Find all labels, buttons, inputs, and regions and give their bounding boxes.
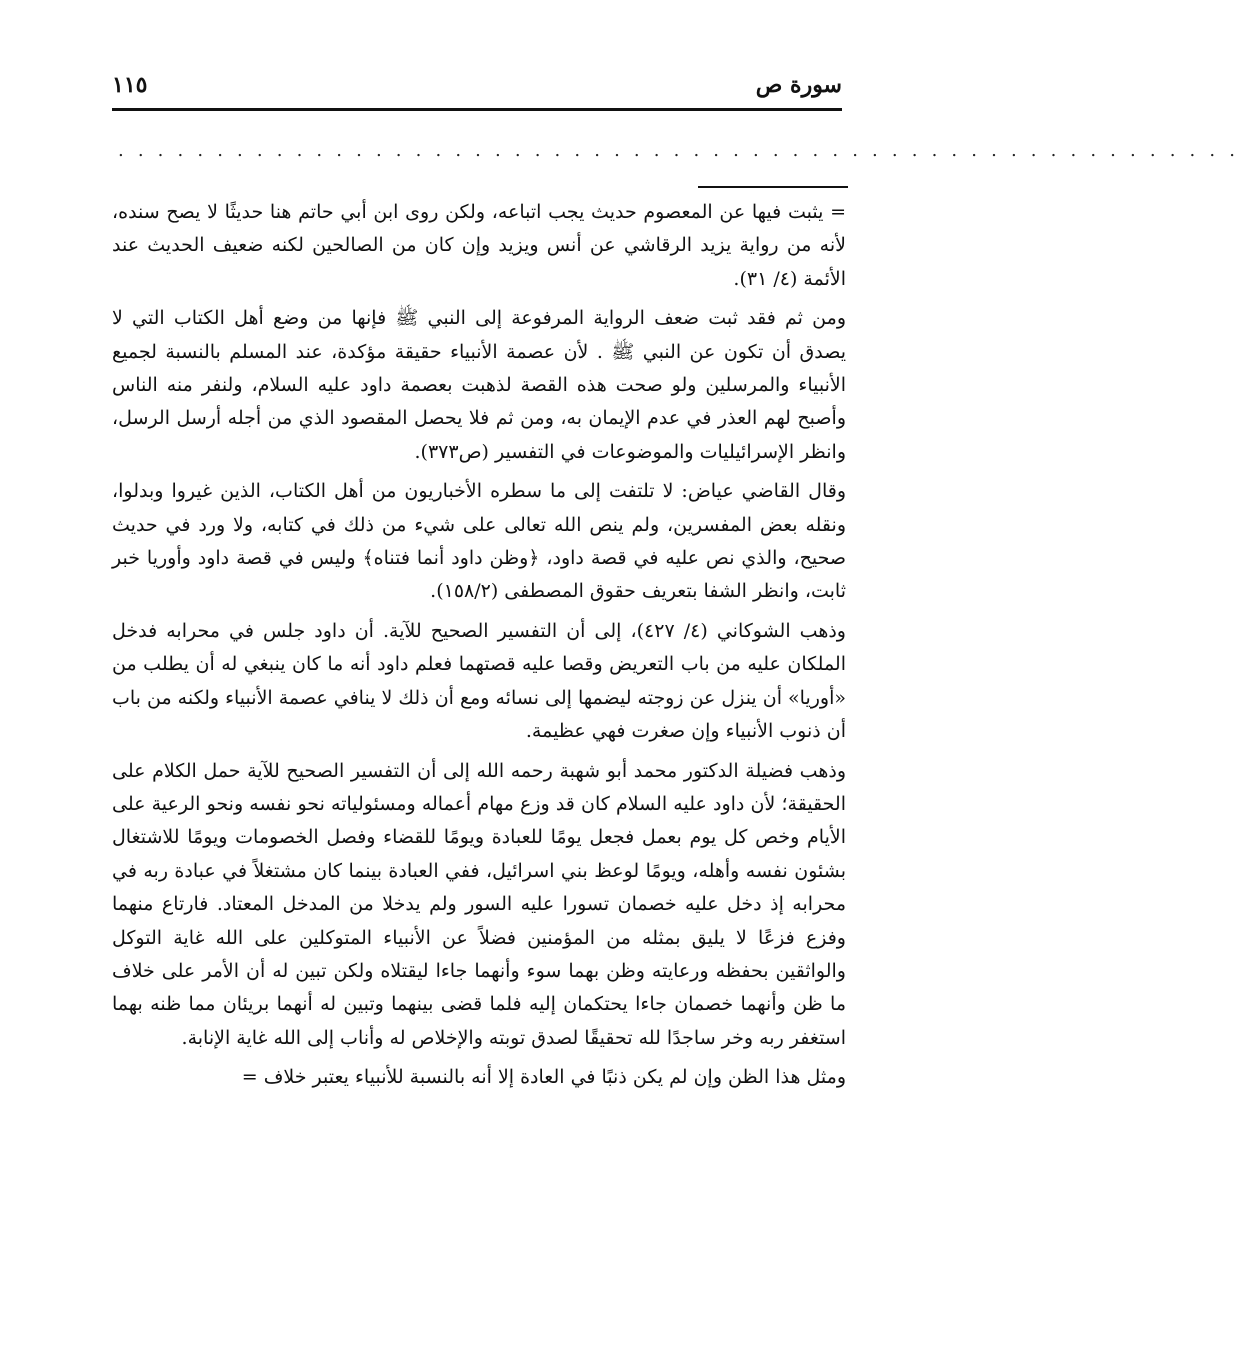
footnote-text — [112, 196, 846, 1101]
section-separator: . . . . . . . . . . . . . . . . . . . . . . . . . . . . . . . . . . . . . . . . . . . . . . . . . . . . . . . . . — [118, 140, 1239, 161]
page-number: ١١٥ — [112, 72, 148, 98]
paragraph: وقال القاضي عياض: لا تلتفت إلى ما سطره الأخباريون من أهل الكتاب، الذين غيروا وبدلوا، ونقله بعض المفسرين، ولم ينص الله تعالى على شيء من ذلك في كتابه، ولا ورد في حديث صحيح، والذي نص عليه في قصة داود، ﴿وظن داود أنما فتناه﴾ وليس في قصة داود وأوريا خبر ثابت، وانظر الشفا بتعريف حقوق المصطفى (١٥٨/٢). — [112, 480, 846, 603]
surah-title: سورة ص — [755, 72, 842, 98]
header-rule — [112, 108, 842, 111]
paragraph: ومن ثم فقد ثبت ضعف الرواية المرفوعة إلى النبي ﷺ فإنها من وضع أهل الكتاب التي لا يصدق أن تكون عن النبي ﷺ . لأن عصمة الأنبياء حقيقة مؤكدة، عند المسلم بالنسبة لجميع الأنبياء والمرسلين ولو صحت هذه القصة لذهبت بعصمة داود عليه السلام، ولنفر منه الناس وأصبح لهم العذر في عدم الإيمان به، ومن ثم فلا يحصل المقصود الذي من أجله أرسل الرسل، وانظر الإسرائيليات والموضوعات في التفسير (ص٣٧٣). — [112, 307, 847, 463]
footnote-rule — [698, 186, 848, 188]
paragraph: وذهب الشوكاني (٤/ ٤٢٧)، إلى أن التفسير الصحيح للآية. أن داود جلس في محرابه فدخل الملكان عليه من باب التعريض وقصا عليه قصتهما فعلم داود أنه ما كان ينبغي له أن يطلب من «أوريا» أن ينزل عن زوجته ليضمها إلى نسائه ومع أن ذلك لا ينافي عصمة الأنبياء ولكنه من باب أن ذنوب الأنبياء وإن صغرت فهي عظيمة. — [111, 619, 846, 743]
paragraph: ومثل هذا الظن وإن لم يكن ذنبًا في العادة إلا أنه بالنسبة للأنبياء يعتبر خلاف = — [241, 1066, 846, 1089]
page-header — [112, 72, 842, 106]
paragraph: = يثبت فيها عن المعصوم حديث يجب اتباعه، ولكن روى ابن أبي حاتم هنا حديثًا لا يصح سنده، لأنه من رواية يزيد الرقاشي عن أنس ويزيد وإن كان من الصالحين لكنه ضعيف الحديث عند الأئمة (٤/ ٣١). — [112, 201, 846, 290]
paragraph: وذهب فضيلة الدكتور محمد أبو شهبة رحمه الله إلى أن التفسير الصحيح للآية حمل الكلام على الحقيقة؛ لأن داود عليه السلام كان قد وزع مهام أعماله ومسئولياته نحو نفسه ونحو الرعية على الأيام وخص كل يوم بعمل فجعل يومًا للعبادة ويومًا للقضاء وفصل الخصومات ويومًا للاشتغال بشئون نفسه وأهله، ويومًا لوعظ بني اسرائيل، ففي العبادة بينما كان مشتغلاً في عبادة ربه في محرابه إذ دخل عليه خصمان تسورا عليه السور ولم يدخلا من المدخل المعتاد. فارتاع منهما وفزع فزعًا لا يليق بمثله من المؤمنين فضلاً عن الأنبياء المتوكلين على الله غاية التوكل والواثقين بحفظه ورعايته وظن بهما سوء وأنهما جاءا ليقتلاه ولكن تبين له أن الأمر على خلاف ما ظن وأنهما خصمان جاءا يحتكمان إليه فلما قضى بينهما وتبين له أنهما بريئان مما ظنه بهما استغفر ربه وخر ساجدًا لله تحقيقًا لصدق توبته والإخلاص له وأناب إلى الله غاية الإنابة. — [112, 759, 846, 1049]
